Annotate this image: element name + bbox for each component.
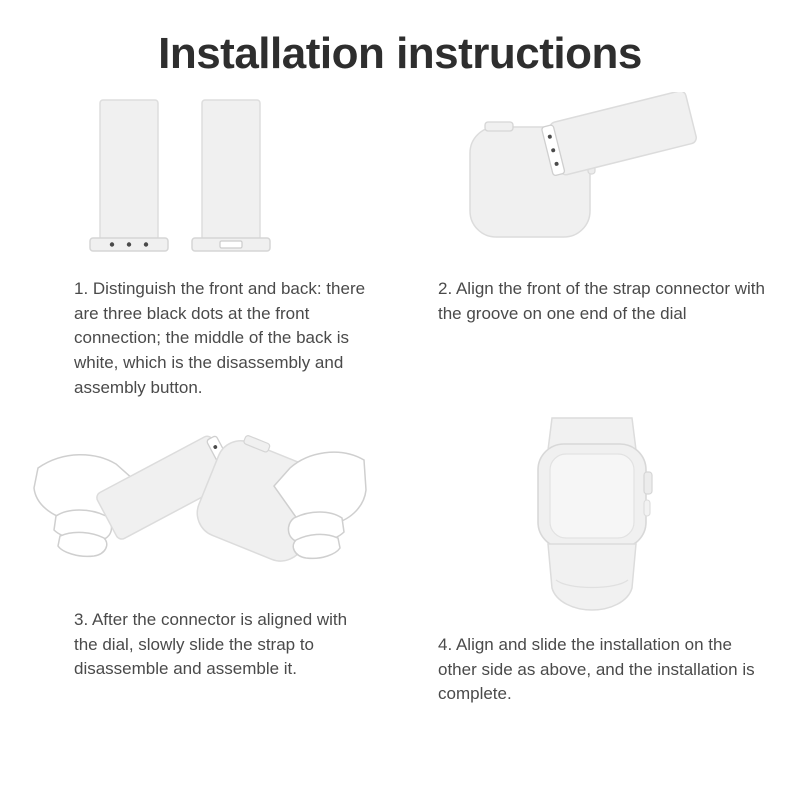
step-1-illustration [24,92,376,277]
step-2-illustration [424,92,776,277]
step-3-illustration [24,412,376,602]
step-4-caption: 4. Align and slide the installation on the other side as above, and the installation is complete. [438,635,755,704]
hands-sliding-strap-icon [30,412,370,602]
step-1 [0,92,400,412]
assembled-watch-icon [490,412,710,627]
two-strap-ends-icon [30,92,370,277]
watch-body-with-connector-icon [425,92,775,277]
step-2 [400,92,800,412]
step-4-illustration [424,412,776,627]
step-1-caption: 1. Distinguish the front and back: there are three black dots at the front connection; the middle of the back is white, which is the disassembly and assembly button. [74,279,366,397]
step-4 [400,412,800,732]
steps-grid [0,92,800,732]
step-3 [0,412,400,732]
page-title: Installation instructions [158,29,642,78]
step-2-caption: 2. Align the front of the strap connector with the groove on one end of the dial [438,279,765,323]
step-3-caption: 3. After the connector is aligned with the dial, slowly slide the strap to disassemble and assemble it. [74,610,348,679]
